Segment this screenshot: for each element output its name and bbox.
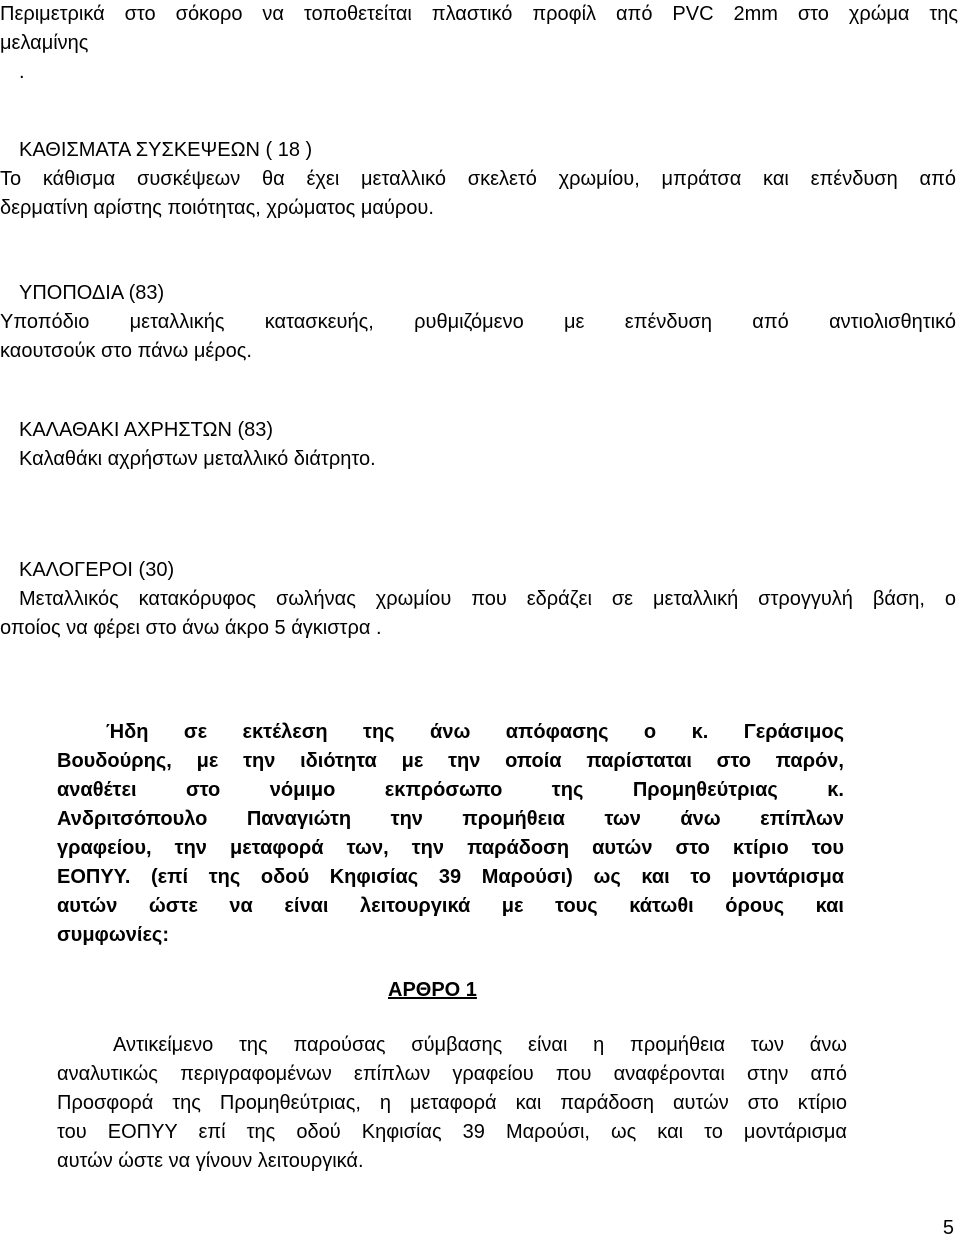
decision-line: ΕΟΠΥΥ. (επί της οδού Κηφισίας 39 Μαρούσι) ως και το μοντάρισμα [57, 866, 844, 888]
decision-line: συμφωνίες: [57, 924, 169, 946]
section-text-line: Το κάθισμα συσκέψεων θα έχει μεταλλικό σκελετό χρωμίου, μπράτσα και επένδυση από [0, 168, 956, 190]
decision-line: γραφείου, την μεταφορά των, την παράδοση αυτών στο κτίριο του [57, 837, 844, 859]
section-text-line: Υποπόδιο μεταλλικής κατασκευής, ρυθμιζόμενο με επένδυση από αντιολισθητικό [0, 311, 956, 333]
section-title-coat-stands: ΚΑΛΟΓΕΡΟΙ (30) [19, 559, 175, 581]
decision-line: Ήδη σε εκτέλεση της άνω απόφασης ο κ. Γεράσιμος [106, 721, 844, 743]
section-text-line: καουτσούκ στο πάνω μέρος. [0, 340, 252, 362]
intro-line-1: Περιμετρικά στο σόκορο να τοποθετείται πλαστικό προφίλ από PVC 2mm στο χρώμα της [0, 3, 958, 25]
decision-line: Βουδούρης, με την ιδιότητα με την οποία παρίσταται στο παρόν, [57, 750, 844, 772]
article-text-line: αυτών ώστε να γίνουν λειτουργικά. [57, 1150, 364, 1172]
intro-line-2: μελαμίνης [0, 32, 89, 54]
article-heading: ΑΡΘΡΟ 1 [388, 979, 477, 1001]
section-text-line: Μεταλλικός κατακόρυφος σωλήνας χρωμίου που εδράζει σε μεταλλική στρογγυλή βάση, ο [19, 588, 956, 610]
section-title-conference-chairs: ΚΑΘΙΣΜΑΤΑ ΣΥΣΚΕΨΕΩΝ ( 18 ) [19, 139, 313, 161]
section-text-line: δερματίνη αρίστης ποιότητας, χρώματος μαύρου. [0, 197, 434, 219]
article-text-line: του ΕΟΠΥΥ επί της οδού Κηφισίας 39 Μαρούσι, ως και το μοντάρισμα [57, 1121, 847, 1143]
decision-line: αυτών ώστε να είναι λειτουργικά με τους κάτωθι όρους και [57, 895, 844, 917]
decision-line: Ανδριτσόπουλο Παναγιώτη την προμήθεια των άνω επίπλων [57, 808, 844, 830]
page-number: 5 [942, 1217, 954, 1239]
article-text-line: Προσφορά της Προμηθεύτριας, η μεταφορά και παράδοση αυτών στο κτίριο [57, 1092, 847, 1114]
decision-line: αναθέτει στο νόμιμο εκπρόσωπο της Προμηθεύτριας κ. [57, 779, 844, 801]
section-text-line: Καλαθάκι αχρήστων μεταλλικό διάτρητο. [19, 448, 376, 470]
section-title-footrests: ΥΠΟΠΟΔΙΑ (83) [19, 282, 165, 304]
section-text-line: οποίος να φέρει στο άνω άκρο 5 άγκιστρα . [0, 617, 382, 639]
section-title-waste-baskets: ΚΑΛΑΘΑΚΙ ΑΧΡΗΣΤΩΝ (83) [19, 419, 274, 441]
intro-dot: . [19, 61, 25, 83]
article-text-line: αναλυτικώς περιγραφομένων επίπλων γραφείου που αναφέρονται στην από [57, 1063, 847, 1085]
article-text-line: Αντικείμενο της παρούσας σύμβασης είναι η προμήθεια των άνω [113, 1034, 847, 1056]
